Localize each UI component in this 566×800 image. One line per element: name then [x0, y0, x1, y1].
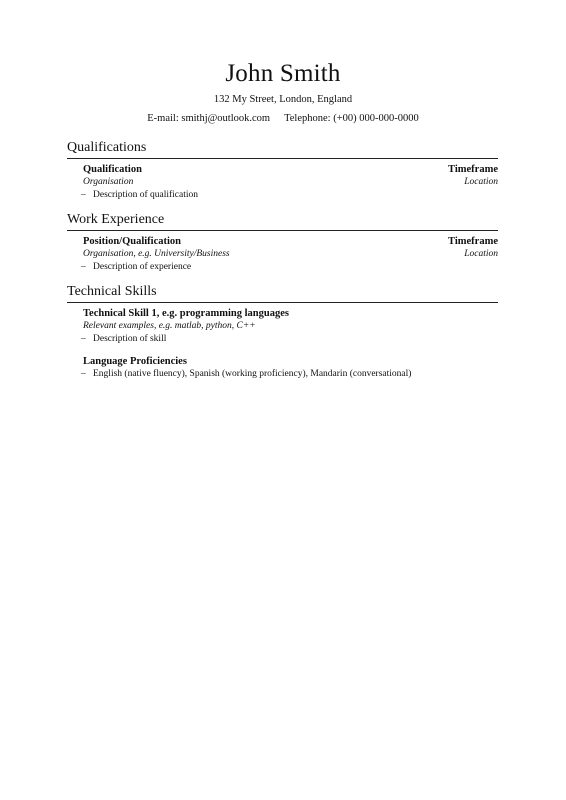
entry-organisation: Organisation, e.g. University/Business — [83, 249, 230, 259]
candidate-name: John Smith — [225, 60, 341, 87]
bullet-text: Description of experience — [93, 262, 192, 272]
entry-bullet — [81, 261, 498, 273]
entry-heading: Technical Skill 1, e.g. programming languages — [83, 308, 289, 319]
entry-bullet — [81, 333, 498, 345]
bullet-text: English (native fluency), Spanish (working proficiency), Mandarin (conversational) — [93, 369, 412, 379]
email: E-mail: smithj@outlook.com — [147, 113, 271, 124]
address: 132 My Street, London, England — [213, 94, 353, 105]
entry-location: Location — [464, 177, 498, 187]
section-title: Work Experience — [67, 211, 498, 231]
language-entry — [83, 355, 498, 380]
section-title: Qualifications — [67, 139, 498, 159]
work-entry — [83, 235, 498, 273]
contact-line — [0, 112, 566, 126]
section-work-experience — [67, 211, 498, 273]
entry-timeframe: Timeframe — [448, 164, 498, 175]
entry-heading: Language Proficiencies — [83, 356, 187, 367]
qualification-entry — [83, 163, 498, 201]
entry-location: Location — [464, 249, 498, 259]
bullet-text: Description of skill — [93, 334, 167, 344]
entry-bullet — [81, 368, 498, 380]
bullet-dash: – — [81, 334, 86, 344]
entry-heading: Qualification — [83, 164, 142, 175]
skill-entry — [83, 307, 498, 345]
entry-organisation: Organisation — [83, 177, 134, 187]
entry-bullet — [81, 189, 498, 201]
section-title: Technical Skills — [67, 283, 498, 303]
section-qualifications — [67, 139, 498, 201]
bullet-dash: – — [81, 369, 86, 379]
telephone: Telephone: (+00) 000-000-0000 — [284, 113, 419, 124]
bullet-dash: – — [81, 262, 86, 272]
section-technical-skills — [67, 283, 498, 380]
entry-examples: Relevant examples, e.g. matlab, python, C++ — [83, 321, 256, 331]
bullet-dash: – — [81, 190, 86, 200]
entry-timeframe: Timeframe — [448, 236, 498, 247]
bullet-text: Description of qualification — [93, 190, 198, 200]
entry-heading: Position/Qualification — [83, 236, 182, 247]
